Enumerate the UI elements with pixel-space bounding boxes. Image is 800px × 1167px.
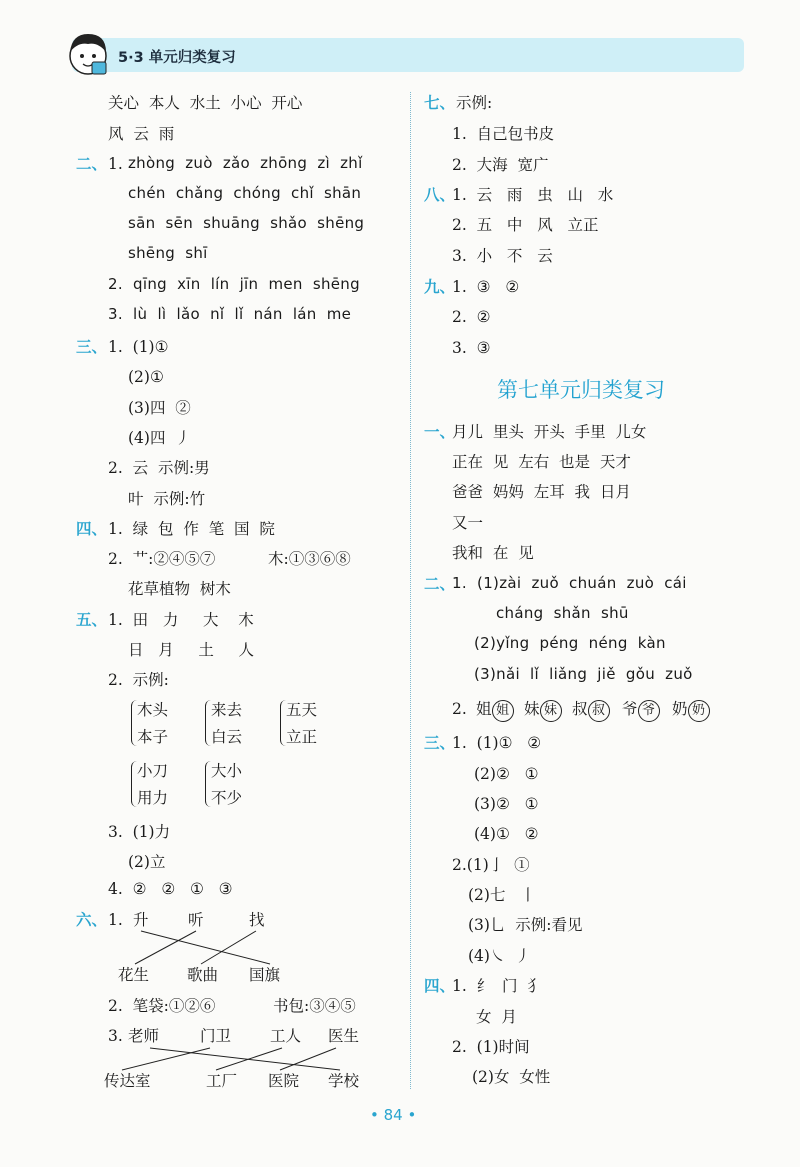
answer-line: 1. (1)① (108, 338, 169, 356)
answer-line: (2)② ① (474, 765, 539, 783)
match-word: 升 (133, 911, 149, 929)
word-pair: 大小 (211, 762, 243, 780)
answer-line: 4. ② ② ① ③ (108, 880, 233, 898)
answer-line: 2. ② (452, 308, 491, 326)
answer-line: (2)① (128, 368, 164, 386)
section-number: 七、 (424, 93, 456, 112)
answer-line: 花草植物 树木 (128, 580, 231, 598)
char-pair: 爷 爷 (622, 699, 666, 722)
answer-line: 木:①③⑥⑧ (268, 550, 351, 568)
match-word: 学校 (328, 1072, 360, 1090)
word-pair: 不少 (211, 789, 243, 807)
answer-line: (2)立 (128, 853, 166, 871)
answer-line: 3. 小 不 云 (452, 247, 553, 265)
section-number: 三、 (76, 337, 108, 356)
answer-line: (4)四 丿 (128, 429, 191, 447)
answer-line: 2.(1)亅 ① (452, 856, 530, 874)
answer-line: 1. ③ ② (452, 278, 520, 296)
header-title: 5·3 单元归类复习 (118, 50, 236, 66)
pinyin-line: zhòng zuò zǎo zhōng zì zhǐ (128, 154, 363, 172)
word-pair: 本子 (137, 728, 169, 746)
section-number: 六、 (76, 910, 108, 929)
match-word: 医院 (268, 1072, 300, 1090)
answer-line: (3)② ① (474, 795, 539, 813)
match-word: 国旗 (249, 966, 281, 984)
match-word: 老师 (128, 1027, 160, 1045)
answer-line: 又一 (452, 514, 484, 532)
section-number: 四、 (424, 976, 456, 995)
answer-line: 3. (1)力 (108, 823, 171, 841)
answer-line: 1. 田 力 大 木 (108, 611, 254, 629)
match-word: 门卫 (200, 1027, 232, 1045)
match-line (122, 1048, 210, 1070)
pinyin-line: 1. (1)zài zuǒ chuán zuò cái (452, 574, 687, 592)
pinyin-line: shēng shī (128, 244, 208, 262)
match-line (141, 931, 270, 964)
pinyin-line: chén chǎng chóng chǐ shān (128, 184, 362, 202)
section-number: 五、 (76, 610, 108, 629)
answer-line: 叶 示例:竹 (128, 490, 206, 508)
match-word: 工厂 (206, 1072, 238, 1090)
unit-title: 第七单元归类复习 (497, 378, 665, 402)
answer-line: 我和 在 见 (452, 544, 534, 562)
answer-line: 1. (1)① ② (452, 734, 542, 752)
answer-line: 书包:③④⑤ (273, 997, 356, 1015)
word-pair: 立正 (286, 728, 318, 746)
section-number: 四、 (76, 519, 108, 538)
answer-line: 2. 艹:②④⑤⑦ (108, 550, 216, 568)
word-pair: 来去 (211, 701, 243, 719)
answer-line: (2)七 丨 (468, 886, 536, 904)
pinyin-line: 3. lù lì lǎo nǐ lǐ nán lán me (108, 305, 352, 323)
answer-line: 女 月 (476, 1008, 517, 1026)
answer-line: (4)① ② (474, 825, 539, 843)
match-word: 医生 (328, 1027, 360, 1045)
pinyin-line: sān sēn shuāng shǎo shēng (128, 214, 365, 232)
answer-line: (3)乚 示例:看见 (468, 916, 583, 934)
answer-line: 日 月 土 人 (128, 641, 255, 659)
answer-line: 正在 见 左右 也是 天才 (452, 453, 631, 471)
section-number: 九、 (424, 277, 456, 296)
match-word: 工人 (270, 1027, 302, 1045)
char-pair: 姐 姐 (476, 699, 520, 722)
answer-line: 1. 纟 门 犭 (452, 977, 543, 995)
answer-line: 1. 云 雨 虫 山 水 (452, 186, 614, 204)
answer-line: 1. 自己包书皮 (452, 125, 555, 143)
word-pair: 用力 (137, 789, 169, 807)
match-word: 找 (249, 911, 265, 929)
answer-line: 2. (1)时间 (452, 1038, 530, 1056)
answer-line: 2. 示例: (108, 671, 169, 689)
answer-line: 2. 大海 宽广 (452, 156, 549, 174)
item-number: 1. (108, 911, 123, 929)
match-line (150, 1048, 340, 1070)
word-pair: 小刀 (137, 762, 169, 780)
pinyin-line: 2. qīng xīn lín jīn men shēng (108, 275, 360, 293)
char-pair: 叔 叔 (572, 699, 616, 722)
match-line (216, 1048, 282, 1070)
char-pair: 妹 妹 (524, 699, 568, 722)
answer-line: 风 云 雨 (108, 125, 175, 143)
answer-line: (3)四 ② (128, 399, 191, 417)
word-pair: 木头 (137, 701, 169, 719)
item-number: 3. (108, 1027, 123, 1045)
answer-line: 爸爸 妈妈 左耳 我 日月 (452, 483, 631, 501)
item-number: 1. (108, 155, 123, 173)
answer-line: 2. 笔袋:①②⑥ (108, 997, 216, 1015)
page-number: • 84 • (370, 1106, 417, 1124)
match-word: 听 (188, 911, 204, 929)
match-line (201, 931, 256, 964)
answer-line: (2)女 女性 (472, 1068, 551, 1086)
section-number: 三、 (424, 733, 456, 752)
section-title: 示例: (456, 94, 493, 112)
match-word: 歌曲 (187, 966, 219, 984)
answer-line: 关心 本人 水土 小心 开心 (108, 94, 303, 112)
match-word: 花生 (118, 966, 150, 984)
answer-line: 1. 绿 包 作 笔 国 院 (108, 520, 275, 538)
section-number: 一、 (424, 422, 456, 441)
section-number: 八、 (424, 185, 456, 204)
match-line (135, 931, 196, 964)
section-number: 二、 (424, 574, 456, 593)
item-number: 2. (452, 700, 467, 718)
match-word: 传达室 (104, 1072, 151, 1090)
word-pair: 五天 (286, 701, 318, 719)
pinyin-line: cháng shǎn shū (496, 604, 629, 622)
char-pair: 奶 奶 (672, 699, 716, 722)
pinyin-line: (2)yǐng péng néng kàn (474, 634, 666, 652)
answer-line: 3. ③ (452, 339, 491, 357)
word-pair: 白云 (211, 728, 243, 746)
answer-line: 月儿 里头 开头 手里 儿女 (452, 423, 647, 441)
section-number: 二、 (76, 154, 108, 173)
answer-line: 2. 云 示例:男 (108, 459, 210, 477)
pinyin-line: (3)nǎi lǐ liǎng jiě gǒu zuǒ (474, 665, 693, 683)
answer-line: 2. 五 中 风 立正 (452, 216, 599, 234)
answer-line: (4)㇏ 丿 (468, 947, 531, 965)
